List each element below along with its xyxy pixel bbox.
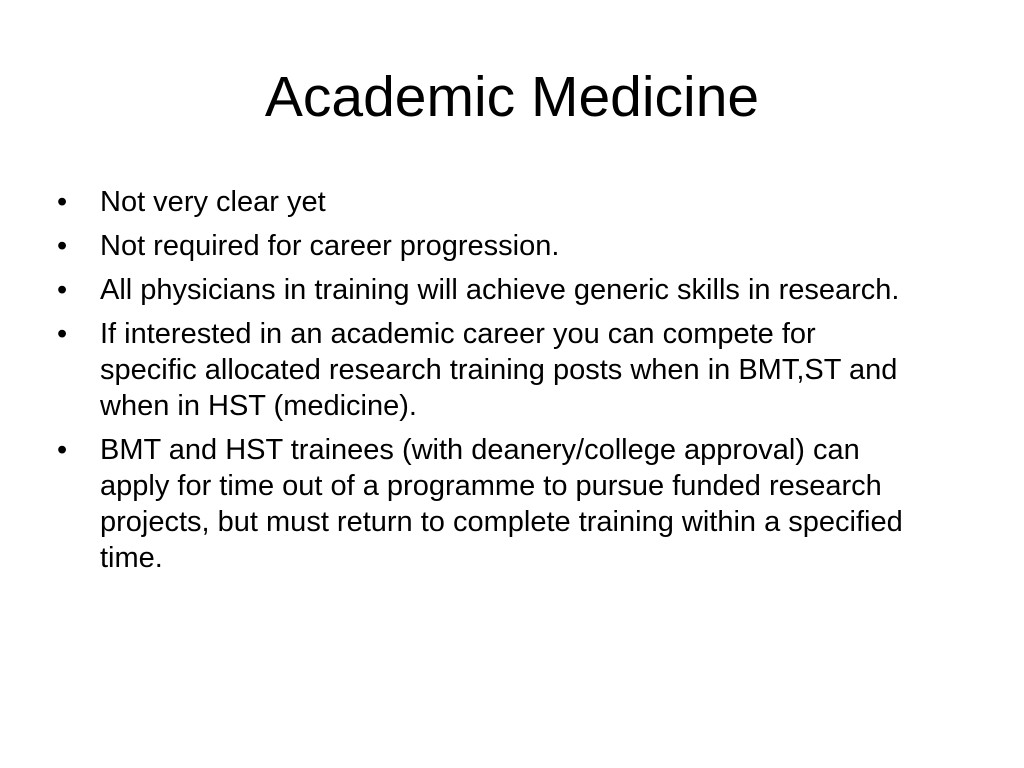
bullet-icon: • [57, 318, 68, 350]
bullet-icon: • [57, 274, 68, 306]
bullet-text: Not very clear yet [100, 186, 326, 218]
bullet-text: If interested in an academic career you can compete for specific allocated research training posts when in BMT,ST and when in HST (medicine). [100, 318, 898, 422]
bullet-item [55, 432, 915, 576]
bullet-item [55, 228, 915, 264]
bullet-icon: • [57, 434, 68, 466]
bullet-text: All physicians in training will achieve generic skills in research. [100, 274, 900, 306]
bullet-text: Not required for career progression. [100, 230, 560, 262]
slide-title: Academic Medicine [264, 65, 760, 129]
bullet-icon: • [57, 230, 68, 262]
bullet-item [55, 316, 915, 424]
bullet-item [55, 184, 915, 220]
bullet-text: BMT and HST trainees (with deanery/college approval) can apply for time out of a programme to pursue funded research projects, but must return to complete training within a specified time. [100, 434, 903, 574]
bullet-list [55, 184, 915, 584]
bullet-icon: • [57, 186, 68, 218]
bullet-item [55, 272, 915, 308]
